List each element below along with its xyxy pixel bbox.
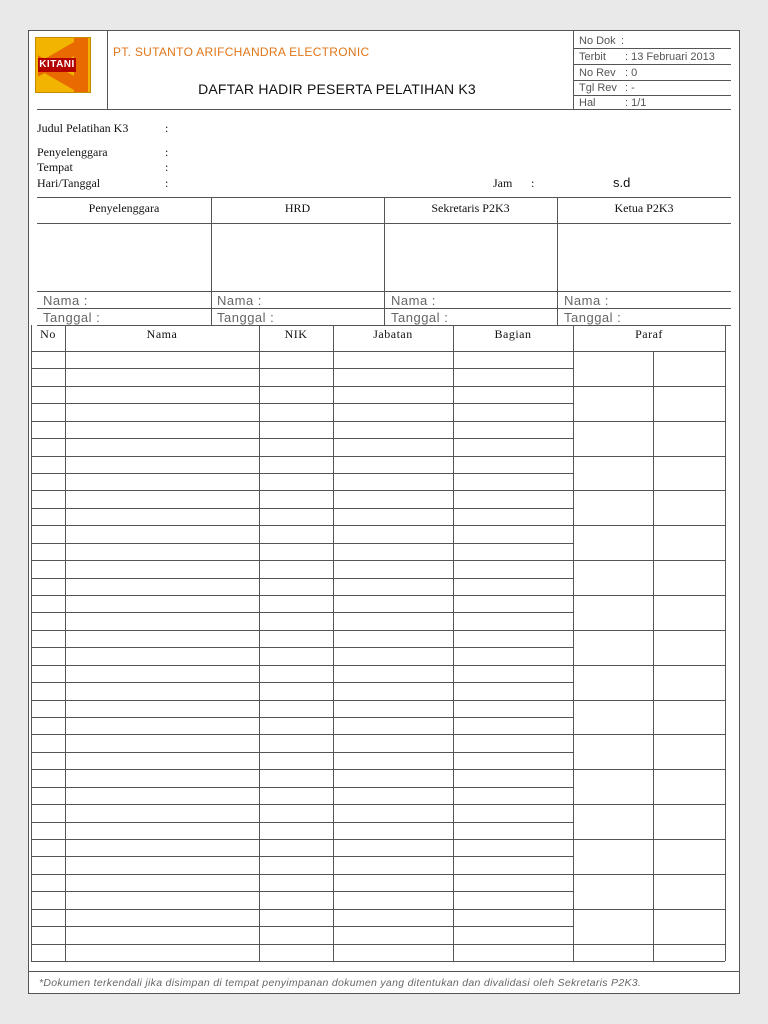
table-rule — [573, 944, 725, 945]
table-rule — [573, 665, 725, 666]
table-rule — [573, 595, 725, 596]
table-rule — [31, 421, 573, 422]
col-header-nama: Nama — [146, 327, 178, 341]
nama-label: Nama : — [391, 293, 436, 308]
tanggal-label: Tanggal : — [43, 310, 101, 325]
table-rule — [573, 804, 725, 805]
col-header-bagian: Bagian — [494, 327, 532, 341]
table-rule — [573, 961, 725, 962]
table-rule — [573, 490, 725, 491]
table-rule — [31, 804, 573, 805]
table-rule — [65, 325, 66, 961]
table-rule — [573, 839, 725, 840]
table-rule — [31, 856, 573, 857]
table-rule — [31, 368, 573, 369]
table-rule — [31, 839, 573, 840]
penyelenggara-label: Penyelenggara — [37, 145, 108, 159]
table-rule — [573, 421, 725, 422]
table-rule — [573, 456, 725, 457]
table-rule — [31, 752, 573, 753]
table-rule — [653, 351, 654, 961]
table-rule — [31, 508, 573, 509]
hari-tanggal-label: Hari/Tanggal — [37, 176, 101, 190]
table-rule — [31, 769, 573, 770]
table-rule — [573, 560, 725, 561]
tempat-label: Tempat — [37, 160, 73, 174]
table-rule — [31, 926, 573, 927]
table-rule — [31, 403, 573, 404]
table-rule — [31, 578, 573, 579]
table-rule — [333, 325, 334, 961]
table-rule — [573, 874, 725, 875]
col-header-nik: NIK — [284, 327, 308, 341]
table-rule — [31, 665, 573, 666]
table-rule — [573, 386, 725, 387]
table-rule — [31, 891, 573, 892]
meta-terbit: Terbit : 13 Februari 2013 — [579, 51, 715, 63]
hari-tanggal-colon: : — [165, 176, 169, 190]
table-rule — [573, 325, 574, 961]
nama-label: Nama : — [564, 293, 609, 308]
table-rule — [31, 630, 573, 631]
company-name: PT. SUTANTO ARIFCHANDRA ELECTRONIC — [113, 45, 370, 59]
table-rule — [31, 961, 573, 962]
table-rule — [31, 456, 573, 457]
table-rule — [31, 560, 573, 561]
table-rule — [31, 909, 573, 910]
table-rule — [31, 787, 573, 788]
sign-col-ketua: Ketua P2K3 — [614, 201, 674, 215]
col-header-no: No — [40, 327, 56, 341]
col-header-jabatan: Jabatan — [373, 327, 413, 341]
sign-col-sekretaris: Sekretaris P2K3 — [431, 201, 510, 215]
jam-colon: : — [531, 176, 535, 190]
sign-col-hrd: HRD — [284, 201, 311, 215]
col-header-paraf: Paraf — [635, 327, 663, 341]
table-rule — [573, 734, 725, 735]
table-rule — [31, 490, 573, 491]
table-rule — [573, 630, 725, 631]
tempat-colon: : — [165, 160, 169, 174]
table-rule — [31, 473, 573, 474]
table-rule — [31, 525, 573, 526]
sign-col-penyelenggara: Penyelenggara — [88, 201, 160, 215]
judul-colon: : — [165, 121, 169, 135]
meta-tgl-rev: Tgl Rev : - — [579, 82, 635, 94]
judul-label: Judul Pelatihan K3 — [37, 121, 129, 135]
table-rule — [573, 700, 725, 701]
nama-label: Nama : — [217, 293, 262, 308]
table-rule — [31, 944, 573, 945]
table-rule — [31, 874, 573, 875]
nama-label: Nama : — [43, 293, 88, 308]
table-rule — [573, 769, 725, 770]
meta-hal: Hal : 1/1 — [579, 97, 647, 109]
table-rule — [453, 325, 454, 961]
table-rule — [31, 386, 573, 387]
table-rule — [725, 325, 726, 961]
table-rule — [31, 351, 725, 352]
tanggal-label: Tanggal : — [391, 310, 449, 325]
penyelenggara-colon: : — [165, 145, 169, 159]
attendance-form-page — [28, 30, 740, 994]
table-rule — [31, 700, 573, 701]
table-rule — [31, 612, 573, 613]
table-rule — [31, 325, 32, 961]
table-rule — [31, 647, 573, 648]
table-rule — [31, 717, 573, 718]
tanggal-label: Tanggal : — [564, 310, 622, 325]
table-rule — [573, 909, 725, 910]
meta-no-rev: No Rev : 0 — [579, 67, 638, 79]
table-rule — [31, 543, 573, 544]
footnote: *Dokumen terkendali jika disimpan di tempat penyimpanan dokumen yang ditentukan dan divalidasi oleh Sekretaris P2K3. — [39, 977, 642, 989]
table-rule — [31, 734, 573, 735]
meta-no-dok: No Dok : — [579, 35, 625, 47]
logo-label: KITANI — [39, 59, 75, 70]
sd-label: s.d — [613, 175, 631, 190]
company-logo — [35, 37, 91, 93]
table-rule — [31, 822, 573, 823]
table-rule — [31, 438, 573, 439]
jam-label: Jam — [493, 176, 513, 190]
table-rule — [259, 325, 260, 961]
table-rule — [31, 682, 573, 683]
tanggal-label: Tanggal : — [217, 310, 275, 325]
table-rule — [573, 525, 725, 526]
table-rule — [31, 595, 573, 596]
document-title: DAFTAR HADIR PESERTA PELATIHAN K3 — [198, 81, 476, 97]
